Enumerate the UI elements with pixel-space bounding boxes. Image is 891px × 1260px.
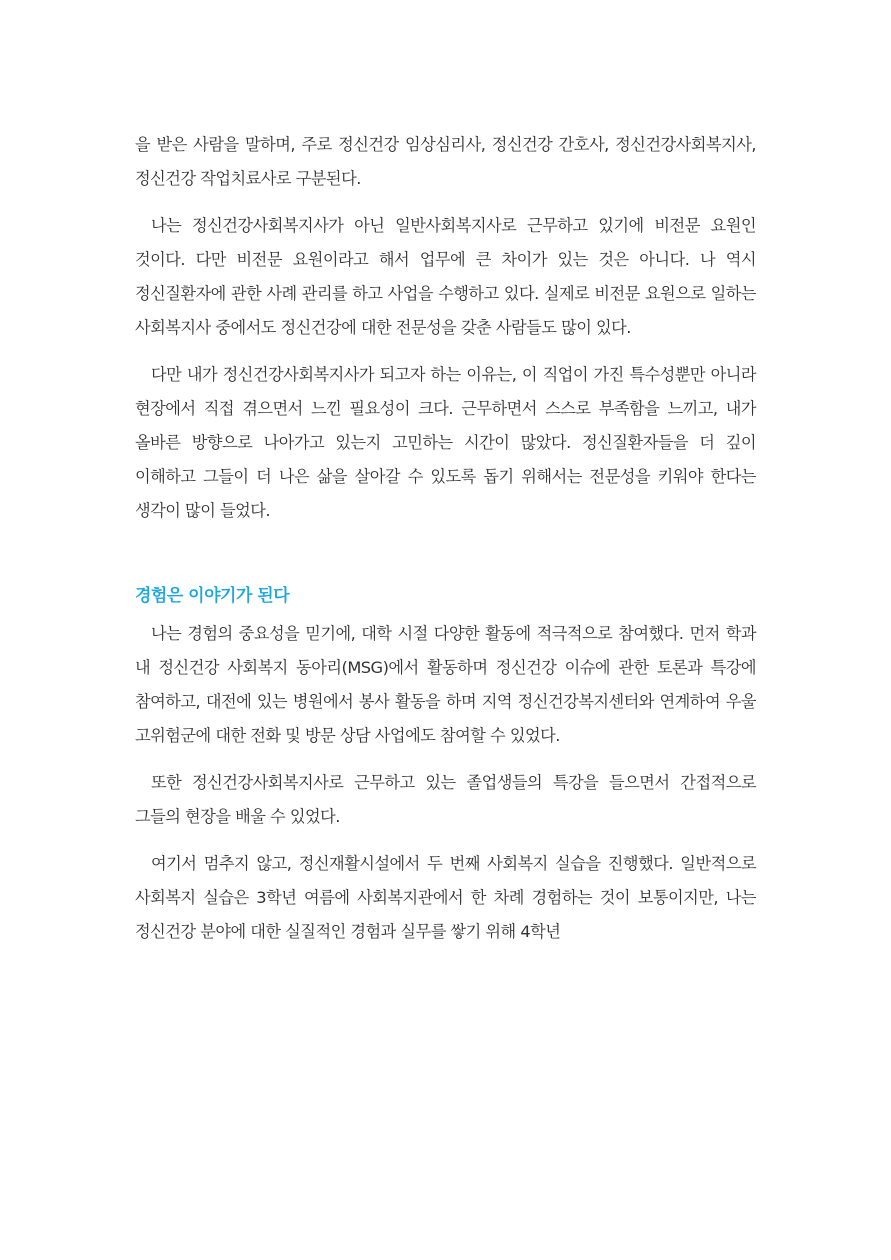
- body-paragraph: 다만 내가 정신건강사회복지사가 되고자 하는 이유는, 이 직업이 가진 특수성뿐만 아니라 현장에서 직접 겪으면서 느낀 필요성이 크다. 근무하면서 스스로 부족함을 느끼고, 내가 올바른 방향으로 나아가고 있는지 고민하는 시간이 많았다. 정신질환자들을 더 깊이 이해하고 그들이 더 나은 삶을 살아갈 수 있도록 돕기 위해서는 전문성을 키워야 한다는 생각이 많이 들었다.: [135, 365, 756, 520]
- body-paragraph: 을 받은 사람을 말하며, 주로 정신건강 임상심리사, 정신건강 간호사, 정신건강사회복지사, 정신건강 작업치료사로 구분된다.: [135, 135, 756, 188]
- section-heading: 경험은 이야기가 된다: [135, 586, 290, 606]
- document-page: [135, 128, 756, 949]
- body-paragraph: 나는 정신건강사회복지사가 아닌 일반사회복지사로 근무하고 있기에 비전문 요원인 것이다. 다만 비전문 요원이라고 해서 업무에 큰 차이가 있는 것은 아니다. 나 역시 정신질환자에 관한 사례 관리를 하고 사업을 수행하고 있다. 실제로 비전문 요원으로 일하는 사회복지사 중에서도 정신건강에 대한 전문성을 갖춘 사람들도 많이 있다.: [135, 216, 756, 337]
- body-paragraph: 나는 경험의 중요성을 믿기에, 대학 시절 다양한 활동에 적극적으로 참여했다. 먼저 학과 내 정신건강 사회복지 동아리(MSG)에서 활동하며 정신건강 이슈에 관한 토론과 특강에 참여하고, 대전에 있는 병원에서 봉사 활동을 하며 지역 정신건강복지센터와 연계하여 우울 고위험군에 대한 전화 및 방문 상담 사업에도 참여할 수 있었다.: [135, 624, 756, 745]
- body-paragraph: 여기서 멈추지 않고, 정신재활시설에서 두 번째 사회복지 실습을 진행했다. 일반적으로 사회복지 실습은 3학년 여름에 사회복지관에서 한 차례 경험하는 것이 보통이지만, 나는 정신건강 분야에 대한 실질적인 경험과 실무를 쌓기 위해 4학년: [135, 854, 756, 941]
- body-paragraph: 또한 정신건강사회복지사로 근무하고 있는 졸업생들의 특강을 들으면서 간접적으로 그들의 현장을 배울 수 있었다.: [135, 773, 756, 826]
